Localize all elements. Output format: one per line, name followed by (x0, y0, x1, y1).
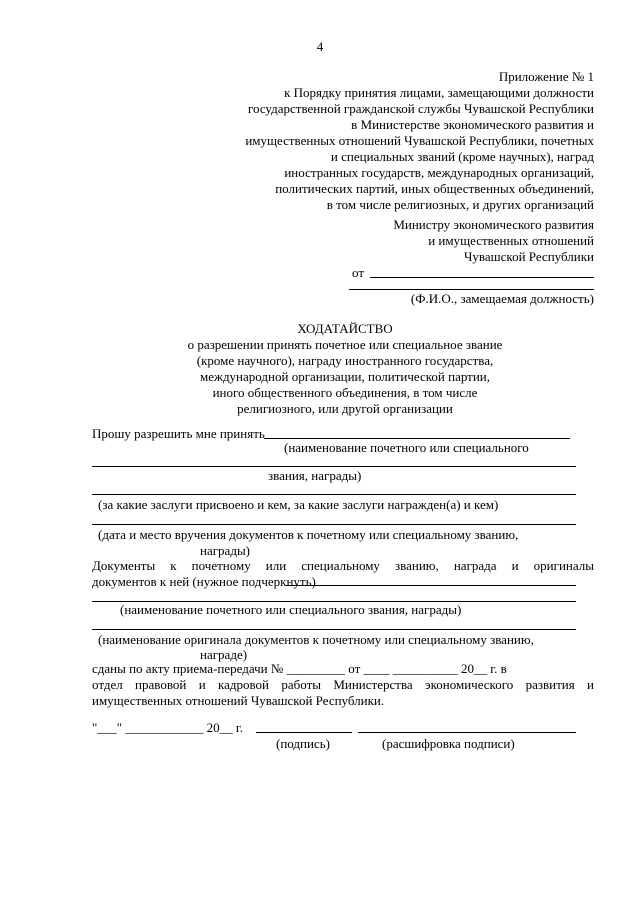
request-label: Прошу разрешить мне принять (92, 426, 265, 441)
heading-subline: (кроме научного), награду иностранного государства, (196, 353, 494, 368)
signature-fill-line[interactable] (256, 732, 352, 733)
caption-merits: (за какие заслуги присвоено и кем, за какие заслуги награжден(а) и кем) (98, 497, 499, 512)
heading-subline: международной организации, политической партии, (199, 369, 491, 384)
fio-caption: (Ф.И.О., замещаемая должность) (410, 291, 594, 306)
award-name-fill-line[interactable] (264, 438, 570, 439)
appendix-line: государственной гражданской службы Чувашской Республики (248, 101, 594, 116)
caption-date-place-cont: награды) (200, 543, 251, 558)
addressee-line: и имущественных отношений (428, 233, 594, 248)
appendix-line: политических партий, иных общественных объединений, (275, 181, 594, 196)
transcript-fill-line[interactable] (358, 732, 576, 733)
caption-originals: (наименование оригинала документов к почетному или специальному званию, (98, 632, 534, 647)
page-number: 4 (316, 39, 324, 54)
caption-signature: (подпись) (276, 736, 330, 751)
merits-fill-line[interactable] (92, 494, 576, 495)
from-label: от (352, 265, 365, 280)
appendix-line: в Министерстве экономического развития и (351, 117, 594, 132)
department-line: отдел правовой и кадровой работы Министерства экономического развития и (92, 677, 594, 692)
appendix-title: Приложение № 1 (498, 69, 594, 84)
addressee-line: Чувашской Республики (463, 249, 594, 264)
caption-date-place: (дата и место вручения документов к почетному или специальному званию, (98, 527, 519, 542)
document-heading: ХОДАТАЙСТВО (297, 321, 393, 336)
signature-date: "___" ____________ 20__ г. (92, 720, 243, 735)
caption-transcript: (расшифровка подписи) (382, 736, 515, 751)
date-place-fill-line[interactable] (92, 524, 576, 525)
caption-originals-cont: награде) (200, 647, 248, 662)
documents-text: Документы к почетному или специальному званию, награда и оригиналы (92, 558, 594, 573)
originals-fill-line[interactable] (92, 629, 576, 630)
ministry-line: имущественных отношений Чувашской Республики. (92, 693, 385, 708)
caption-title: (наименование почетного или специального звания, награды) (120, 602, 462, 617)
heading-subline: о разрешении принять почетное или специальное звание (187, 337, 503, 352)
caption-award-name: (наименование почетного или специального (284, 440, 529, 455)
appendix-line: имущественных отношений Чувашской Республики, почетных (245, 133, 594, 148)
appendix-line: в том числе религиозных, и других организаций (326, 197, 594, 212)
caption-award-name-cont: звания, награды) (268, 468, 362, 483)
documents-text-cont: документов к ней (нужное подчеркнуть) (92, 574, 316, 589)
heading-subline: иного общественного объединения, в том числе (212, 385, 478, 400)
appendix-line: к Порядку принятия лицами, замещающими должности (284, 85, 594, 100)
appendix-line: и специальных званий (кроме научных), наград (330, 149, 594, 164)
fio-fill-line (349, 289, 594, 290)
appendix-line: иностранных государств, международных организаций, (284, 165, 594, 180)
handed-over-line: сданы по акту приема-передачи № _________ от ____ __________ 20__ г. в (92, 661, 507, 676)
from-fill-line (370, 277, 594, 278)
documents-fill-line[interactable] (286, 585, 576, 586)
award-name-fill-line-2[interactable] (92, 466, 576, 467)
heading-subline: религиозного, или другой организации (237, 401, 453, 416)
addressee-line: Министру экономического развития (393, 217, 594, 232)
